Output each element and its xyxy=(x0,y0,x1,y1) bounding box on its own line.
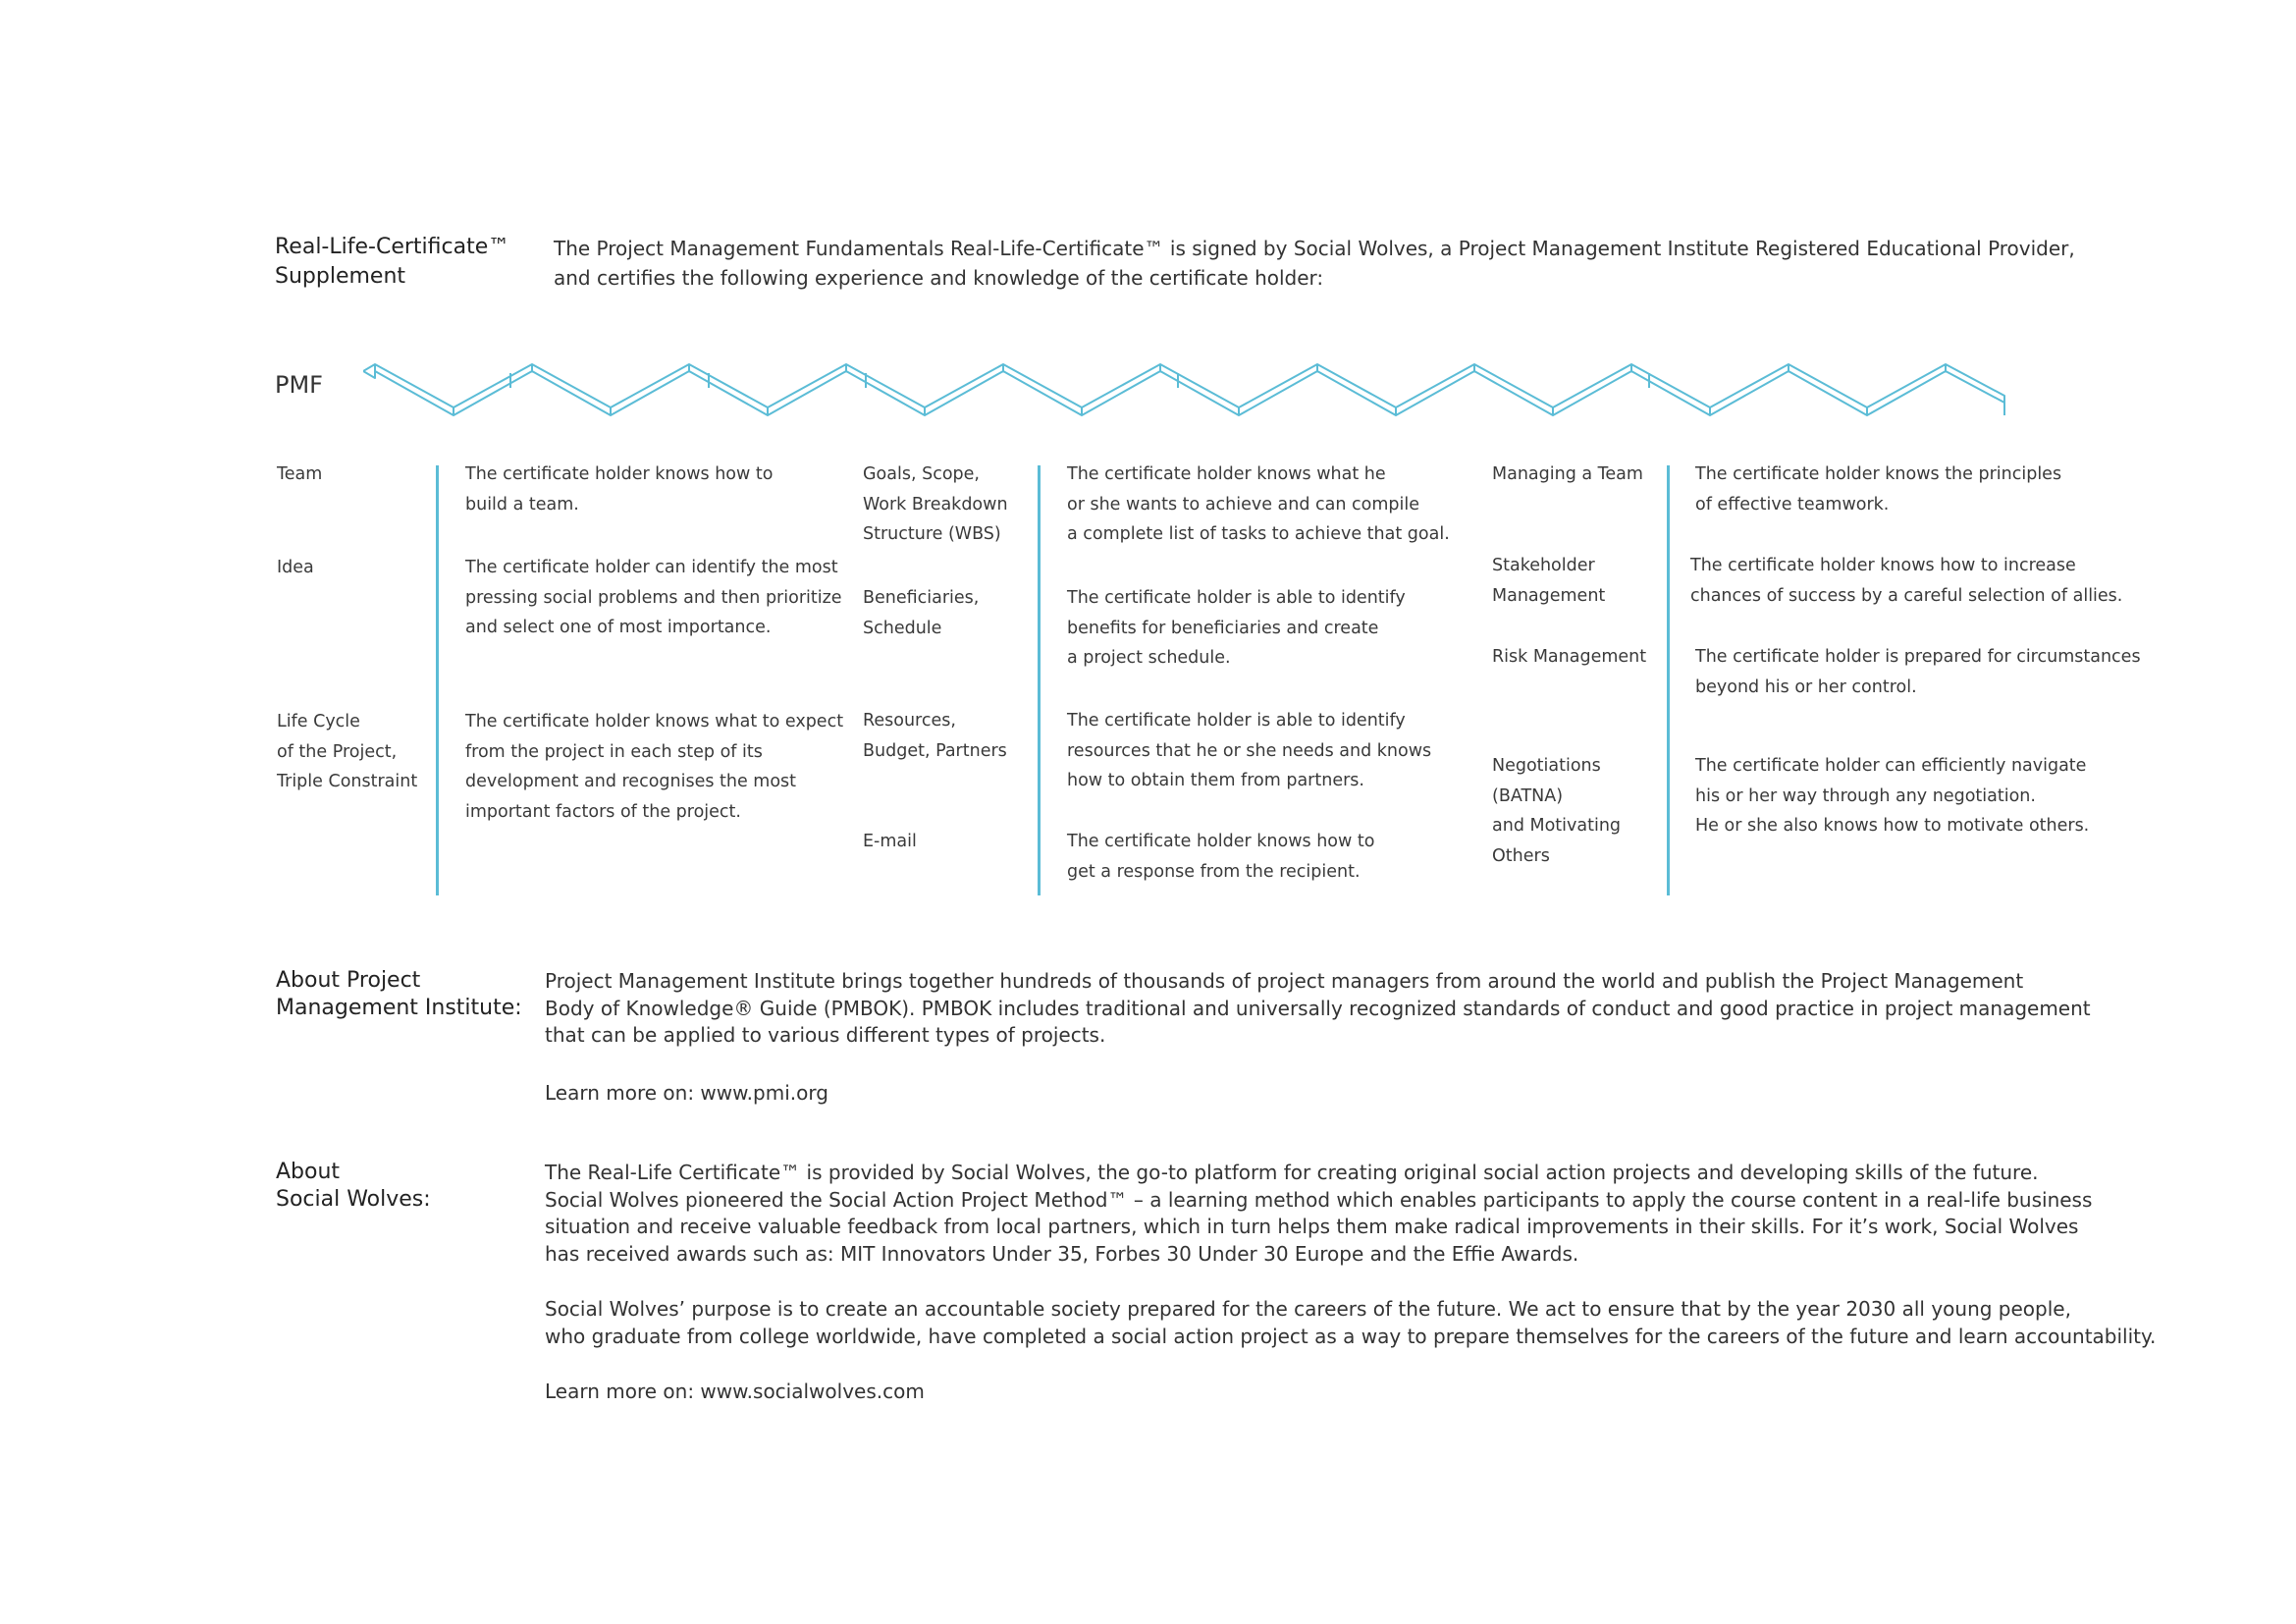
skill-description: The certificate holder can identify the most pressing social problems and then prioritize and select one of most importance. xyxy=(465,558,842,637)
skill-topic: Idea xyxy=(277,558,314,577)
certificate-intro-text: The Project Management Fundamentals Real-Life-Certificate™ is signed by Social Wolves, a Project Management Institute Registered Educational Provider, and certifies the following experience and knowledge of the certificate holder: xyxy=(554,237,2075,290)
skill-topic: E-mail xyxy=(863,832,917,851)
pmf-label: PMF xyxy=(275,371,323,399)
column-divider xyxy=(1667,465,1670,895)
skill-description: The certificate holder is able to identify resources that he or she needs and knows how to obtain them from partners. xyxy=(1067,711,1432,790)
column-divider xyxy=(436,465,439,895)
skill-topic: Team xyxy=(277,464,323,484)
skill-topic: Managing a Team xyxy=(1492,464,1643,484)
pmi-learn-more-link[interactable]: Learn more on: www.pmi.org xyxy=(545,1081,828,1105)
zigzag-decoration xyxy=(363,349,2012,427)
skill-topic: Stakeholder Management xyxy=(1492,556,1606,606)
skill-description: The certificate holder knows how to build a team. xyxy=(465,464,774,514)
skill-description: The certificate holder knows what to expect from the project in each step of its development and recognises the most important factors of the project. xyxy=(465,712,844,822)
skill-topic: Risk Management xyxy=(1492,647,1647,667)
social-wolves-purpose: Social Wolves’ purpose is to create an accountable society prepared for the careers of the future. We act to ensure that by the year 2030 all young people, who graduate from college worldwide, have completed a social action project as a way to prepare themselves for the careers of the future and learn accountability. xyxy=(545,1297,2157,1348)
column-divider xyxy=(1038,465,1041,895)
skill-topic: Resources, Budget, Partners xyxy=(863,711,1007,761)
about-social-wolves-heading: About Social Wolves: xyxy=(276,1160,431,1212)
certificate-supplement-title: Real-Life-Certificate™ Supplement xyxy=(275,235,510,289)
skill-topic: Life Cycle of the Project, Triple Constraint xyxy=(277,712,418,791)
skill-description: The certificate holder can efficiently navigate his or her way through any negotiation. He or she also knows how to motivate others. xyxy=(1695,756,2090,836)
social-wolves-learn-more-link[interactable]: Learn more on: www.socialwolves.com xyxy=(545,1380,925,1403)
skill-description: The certificate holder is able to identify benefits for beneficiaries and create a project schedule. xyxy=(1067,588,1406,668)
skill-description: The certificate holder knows how to increase chances of success by a careful selection of allies. xyxy=(1690,556,2123,606)
skill-topic: Beneficiaries, Schedule xyxy=(863,588,980,638)
about-social-wolves-body: The Real-Life Certificate™ is provided by Social Wolves, the go-to platform for creating original social action projects and developing skills of the future. Social Wolves pioneered the Social Action Project Method™ – a learning method which enables participants to apply the course content in a real-life business situation and receive valuable feedback from local partners, which in turn helps them make radical improvements in their skills. For it’s work, Social Wolves has received awards such as: MIT Innovators Under 35, Forbes 30 Under 30 Europe and the Effie Awards. xyxy=(545,1161,2093,1266)
skill-topic: Goals, Scope, Work Breakdown Structure (WBS) xyxy=(863,464,1008,544)
about-pmi-body: Project Management Institute brings together hundreds of thousands of project managers from around the world and publish the Project Management Body of Knowledge® Guide (PMBOK). PMBOK includes traditional and universally recognized standards of conduct and good practice in project management that can be applied to various different types of projects. xyxy=(545,969,2091,1047)
skill-description: The certificate holder knows what he or she wants to achieve and can compile a complete list of tasks to achieve that goal. xyxy=(1067,464,1450,544)
skill-description: The certificate holder knows how to get a response from the recipient. xyxy=(1067,832,1375,882)
skill-topic: Negotiations (BATNA) and Motivating Others xyxy=(1492,756,1622,866)
about-pmi-heading: About Project Management Institute: xyxy=(276,968,522,1020)
skill-description: The certificate holder is prepared for circumstances beyond his or her control. xyxy=(1695,647,2141,697)
skill-description: The certificate holder knows the principles of effective teamwork. xyxy=(1695,464,2062,514)
